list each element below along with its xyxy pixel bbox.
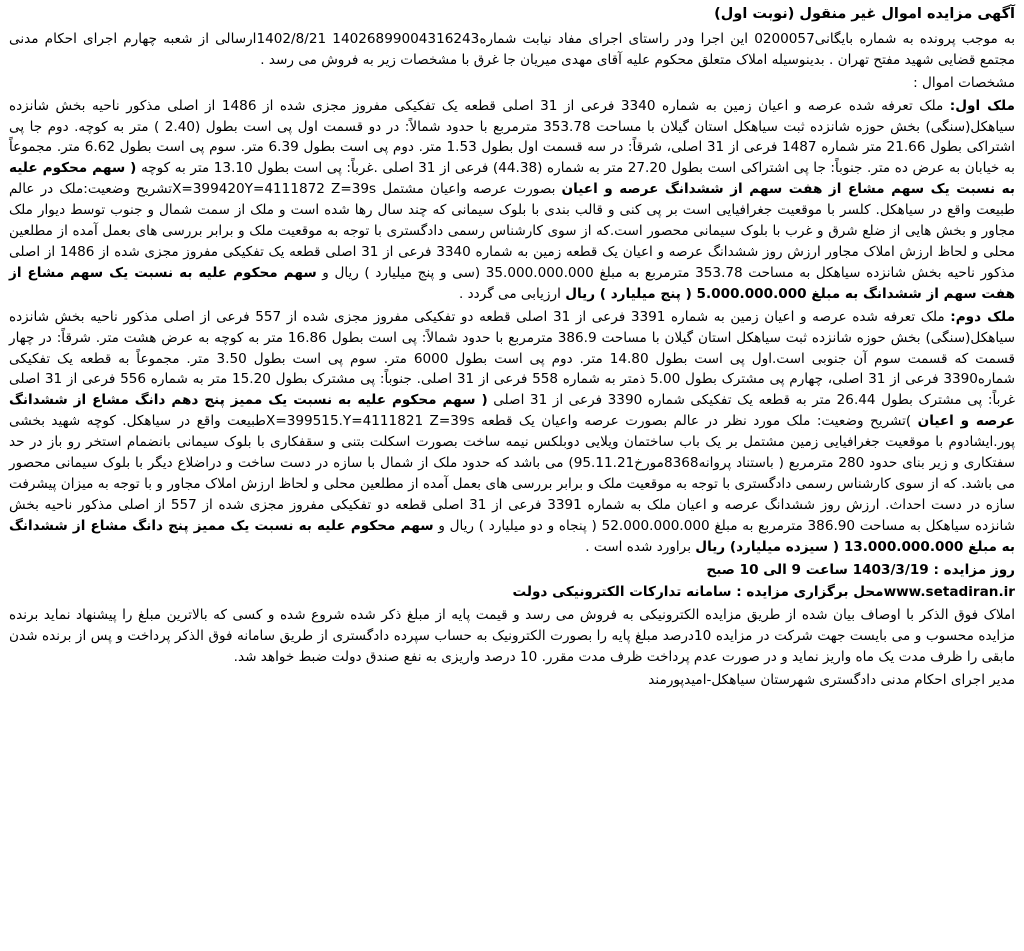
specs-heading: مشخصات اموال : <box>913 74 1015 91</box>
property-2-price: سهم محکوم علیه به نسبت یک ممیز پنج دانگ مشاع از ششدانگ به مبلغ 13.000.000.000 ( سیزده میلیارد) ریال <box>9 517 1015 555</box>
property-2-text-b: )تشریح وضعیت: ملک مورد نظر در عالم بصورت عرصه واعیان یک قطعه X=399515.Y=4111821 Z=39sطبیعت واقع در سیاهکل. کوچه شهید بخشی پور.ایشادوم با موقعیت جغرافیایی زمین مشتمل بر یک باب ساختمان ویلایی دوبلکس نیمه ساخت بصورت اسکلت بتنی و سقفکاری با بلوک سیمانی بانضمام استخر رو باز در حد سفتکاری و زیر بنای حدود 280 مترمربع ( باستناد پروانه8368مورخ95.11.21) می باشد که حدود ملک از شمال با سازه در دست ساخت و دراضلاع دیگر با بلوک سیمانی محصور می باشد. که از سوی کارشناس رسمی دادگستری با توجه به موقعیت ملک و برابر بررسی های بعمل آمده از مطلعین محلی و لحاظ ارزش املاک مجاور و با توجه به میزان پیشرفت سازه در دست احداث. ارزش روز ششدانگ عرصه و اعیان ملک به شماره 3391 فرعی از 31 اصلی قطعه دو تفکیکی مفروز مجزی شده از 557 از اصلی مذکور ناحیه بخش شانزده سیاهکل به مساحت 386.90 مترمربع به مبلغ 52.000.000.000 ( پنجاه و دو میلیارد ) ریال و <box>9 413 1015 534</box>
closing-paragraph: املاک فوق الذکر با اوصاف بیان شده از طریق مزایده الکترونیکی به فروش می رسد و قیمت پایه از مبلغ ذکر شده شروع شده و کسی که بالاترین مبلغ را پیشنهاد نماید برنده مزایده محسوب و می بایست جهت شرکت در مزایده 10درصد مبلغ پایه را بصورت الکترونیک به حساب سپرده دادگستری از طریق سامانه فوق الذکر پرداخت و پس از برنده شدن مابقی را ظرف مدت یک ماه واریز نماید و در صورت عدم پرداخت ظرف مدت مقرر. 10 درصد واریزی به نفع صندق دولت ضبط خواهد شد. <box>9 607 1015 666</box>
property-2-paragraph <box>9 307 1015 558</box>
property-2-text-c: براورد شده است . <box>585 538 696 555</box>
intro-paragraph: به موجب پرونده به شماره بایگانی0200057 این اجرا ودر راستای اجرای مفاد نیابت شماره14026899004316243 1402/8/21ارسالی از شعبه چهارم اجرای احکام مدنی مجتمع قضایی شهید مفتح تهران . بدینوسیله املاک متعلق محکوم علیه آقای مهدی میریان جا غرق با مشخصات زیر به فروش می رسد . <box>9 30 1015 68</box>
property-2-text-a: ملک تعرفه شده عرصه و اعیان زمین به شماره 3391 فرعی از 31 اصلی قطعه دو تفکیکی مفروز مجزی شده از 557 فرعی از اصلی مذکور ناحیه بخش شانزده سیاهکل(سنگی) بخش حوزه شانزده ثبت سیاهکل استان گیلان با مساحت 386.9 مترمربع با حدود شمالاً: پی است بطول 16.86 متر به کوچه به عرض هشت متر. شرقاً: در چهار قسمت که قسمت سوم آن جنوبی است.اول پی است بطول 14.80 متر. دوم پی است بطول 6000 متر. سوم پی است بطول 3.50 متر. مجموعاً به قطعه یک تفکیکی شماره3390 فرعی از 31 اصلی، چهارم پی مشترک بطول 5.00 ذمتر به شماره 558 فرعی از 31 اصلی. جنوباً: پی مشترک بطول 15.20 متر به شماره 556 فرعی از 31 اصلی غرباً: پی مشترک بطول 26.44 متر به قطعه یک تفکیکی شماره 3390 فرعی از 31 اصلی <box>9 308 1016 409</box>
property-1-text-a: ملک تعرفه شده عرصه و اعیان زمین به شماره 3340 فرعی از 31 اصلی قطعه یک تفکیکی مفروز مجزی شده از 1486 از اصلی مذکور ناحیه بخش شانزده سیاهکل(سنگی) بخش حوزه شانزده ثبت سیاهکل استان گیلان با مساحت 353.78 مترمربع با حدود شمالاً: در دو قسمت اول پی است بطول (2.40 ) متر به کوچه. دوم جا پی اشتراکی بطول 21.66 متر شماره 1487 فرعی از 31 اصلی، شرقاً: در سه قسمت اول بطول 1.53 متر. دوم پی است بطول 6.39 متر. سوم پی است بطول 6.62 متر. مجموعاً به خیابان به عرض ده متر. جنوباً: جا پی اشتراکی است بطول 27.20 متر به شماره (44.38) فرعی از 31 اصلی .غرباً: پی است بطول 13.10 متر به کوچه <box>9 97 1015 177</box>
property-1-price: سهم محکوم علیه به نسبت یک سهم مشاع از هفت سهم از ششدانگ به مبلغ 5.000.000.000 ( پنج میلیارد ) ریال <box>9 264 1015 302</box>
property-1-text-b: بصورت عرصه واعیان مشتمل X=399420Y=4111872 Z=39sتشریح وضعیت:ملک در عالم طبیعت واقع در سیاهکل. کلسر با موقعیت جغرافیایی است بر پی کنی و قالب بندی با بلوک سیمانی که چند سال رها شده است و ملک از سمت شمال و جنوب توسط دیوار ملک مجاور و بخش هایی از ضلع شرق و غرب با بلوک سیمانی محصور است.که از سوی کارشناس رسمی دادگستری با توجه به موقعیت ملک و برابر بررسی های بعمل آمده از مطلعین محلی و لحاظ ارزش املاک مجاور ارزش روز ششدانگ عرصه و اعیان یک قطعه زمین به شماره 3340 فرعی از 31 اصلی قطعه یک تفکیکی مفروز مجزی شده از 1486 از اصلی مذکور ناحیه بخش شانزده سیاهکل به مساحت 353.78 مترمربع به مبلغ 35.000.000.000 (سی و پنج میلیارد ) ریال و <box>9 181 1015 281</box>
auction-day: روز مزایده : 1403/3/19 ساعت 9 الی 10 صبح <box>706 561 1015 578</box>
property-1-paragraph <box>9 96 1015 305</box>
property-1-text-c: ارزیابی می گردد . <box>458 285 566 302</box>
property-1-share: ( سهم محکوم علیه به نسبت یک سهم مشاع از هفت سهم از ششدانگ عرصه و اعیان <box>9 160 1016 198</box>
auction-venue: www.setadiran.irمحل برگزاری مزایده : سامانه تدارکات الکترونیکی دولت <box>512 584 1015 601</box>
notice-title: آگهی مزایده اموال غیر منقول (نوبت اول) <box>714 6 1015 22</box>
signature: مدیر اجرای احکام مدنی دادگستری شهرستان سیاهکل-امیدپورمند <box>648 672 1015 689</box>
property-2-share: ( سهم محکوم علیه به نسبت یک ممیز پنج دهم دانگ مشاع از ششدانگ عرصه و اعیان <box>9 392 1015 430</box>
property-1-label: ملک اول: <box>949 97 1015 114</box>
property-2-label: ملک دوم: <box>950 308 1015 325</box>
